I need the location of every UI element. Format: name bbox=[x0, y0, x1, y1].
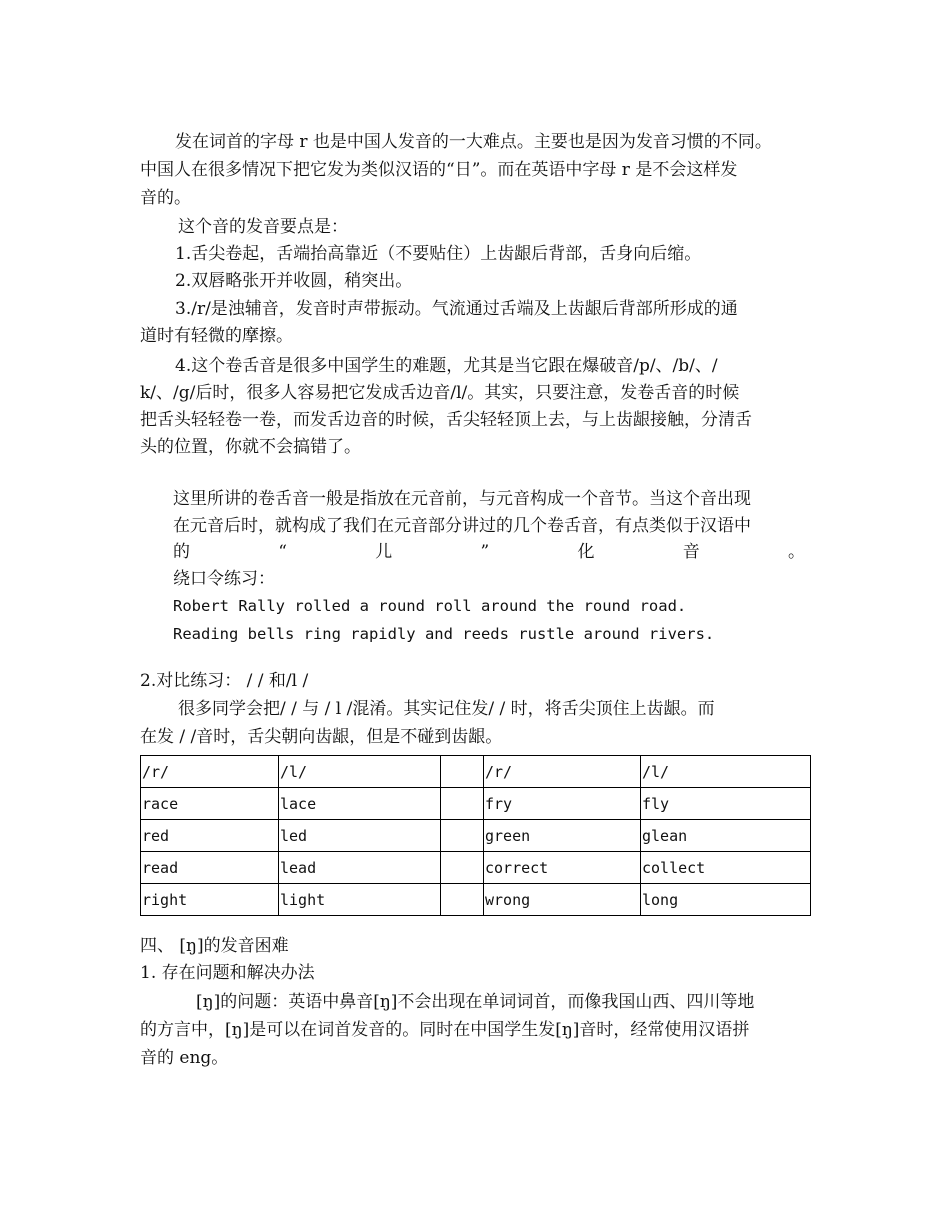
table-cell: fry bbox=[484, 788, 641, 820]
table-cell: race bbox=[141, 788, 279, 820]
table-row bbox=[141, 788, 811, 820]
table-cell: fly bbox=[641, 788, 811, 820]
table-cell: light bbox=[279, 884, 441, 916]
note-char: 音 bbox=[682, 542, 700, 562]
twister-1: Robert Rally rolled a round roll around the round road. bbox=[173, 597, 687, 615]
twister-heading: 绕口令练习： bbox=[173, 569, 275, 589]
intro-line-1: 发在词首的字母 r 也是中国人发音的一大难点。主要也是因为发音习惯的不同。 bbox=[175, 132, 772, 152]
table-cell: glean bbox=[641, 820, 811, 852]
contrast-line-1: 很多同学会把/ / 与 / l /混淆。其实记住发/ / 时，将舌尖顶住上齿龈。而 bbox=[178, 699, 715, 719]
table-cell: /r/ bbox=[141, 756, 279, 788]
contrast-heading: 2.对比练习： / / 和/l / bbox=[140, 671, 309, 691]
table-cell: /l/ bbox=[279, 756, 441, 788]
table-cell: /r/ bbox=[484, 756, 641, 788]
table-cell: collect bbox=[641, 852, 811, 884]
point-4-line-1: 4.这个卷舌音是很多中国学生的难题，尤其是当它跟在爆破音/p/、/b/、/ bbox=[175, 356, 718, 376]
note-char: 化 bbox=[577, 542, 595, 562]
point-4-line-3: 把舌头轻轻卷一卷，而发舌边音的时候，舌尖轻轻顶上去，与上齿龈接触，分清舌 bbox=[140, 410, 752, 430]
note-line-1: 这里所讲的卷舌音一般是指放在元音前，与元音构成一个音节。当这个音出现 bbox=[173, 489, 751, 509]
note-line-3 bbox=[173, 538, 805, 567]
intro-line-3: 音的。 bbox=[140, 188, 191, 208]
table-cell bbox=[441, 788, 484, 820]
table-row bbox=[141, 884, 811, 916]
twister-2: Reading bells ring rapidly and reeds rustle around rivers. bbox=[173, 625, 715, 643]
table-cell: long bbox=[641, 884, 811, 916]
table-cell bbox=[441, 852, 484, 884]
table-cell: read bbox=[141, 852, 279, 884]
table-row bbox=[141, 756, 811, 788]
table-cell: lead bbox=[279, 852, 441, 884]
section-4-line-2: 的方言中，[ŋ]是可以在词首发音的。同时在中国学生发[ŋ]音时，经常使用汉语拼 bbox=[140, 1020, 750, 1040]
table-cell bbox=[441, 884, 484, 916]
table-cell: wrong bbox=[484, 884, 641, 916]
point-4-line-2: k/、/g/后时，很多人容易把它发成舌边音/l/。其实，只要注意，发卷舌音的时候 bbox=[140, 383, 740, 403]
table-cell bbox=[441, 756, 484, 788]
note-char: 儿 bbox=[375, 542, 393, 562]
table-cell: lace bbox=[279, 788, 441, 820]
point-3-line-1: 3./r/是浊辅音，发音时声带振动。气流通过舌端及上齿龈后背部所形成的通 bbox=[175, 299, 738, 319]
table-cell: correct bbox=[484, 852, 641, 884]
note-char: “ bbox=[278, 542, 287, 562]
point-1: 1.舌尖卷起，舌端抬高靠近（不要贴住）上齿龈后背部，舌身向后缩。 bbox=[175, 244, 702, 264]
note-char: ” bbox=[480, 542, 490, 562]
table-row bbox=[141, 820, 811, 852]
intro-line-2: 中国人在很多情况下把它发为类似汉语的“日”。而在英语中字母 r 是不会这样发 bbox=[140, 160, 738, 180]
contrast-line-2: 在发 / /音时，舌尖朝向齿龈，但是不碰到齿龈。 bbox=[140, 727, 503, 747]
section-4-subheading: 1. 存在问题和解决办法 bbox=[140, 963, 315, 983]
note-line-2: 在元音后时，就构成了我们在元音部分讲过的几个卷舌音，有点类似于汉语中 bbox=[173, 516, 751, 536]
table-row bbox=[141, 852, 811, 884]
table-cell: green bbox=[484, 820, 641, 852]
note-char: 的 bbox=[173, 542, 190, 562]
point-3-line-2: 道时有轻微的摩擦。 bbox=[140, 326, 293, 346]
section-4-line-1: [ŋ]的问题：英语中鼻音[ŋ]不会出现在单词词首，而像我国山西、四川等地 bbox=[196, 992, 755, 1012]
table-cell: right bbox=[141, 884, 279, 916]
section-4-line-3: 音的 eng。 bbox=[140, 1048, 229, 1068]
contrast-table bbox=[140, 755, 811, 916]
point-2: 2.双唇略张开并收圆，稍突出。 bbox=[175, 271, 413, 291]
note-char: 。 bbox=[788, 542, 805, 562]
table-cell: led bbox=[279, 820, 441, 852]
point-4-line-4: 头的位置，你就不会搞错了。 bbox=[140, 437, 361, 457]
table-cell bbox=[441, 820, 484, 852]
table-cell: /l/ bbox=[641, 756, 811, 788]
table-cell: red bbox=[141, 820, 279, 852]
points-heading: 这个音的发音要点是： bbox=[178, 217, 348, 237]
section-4-heading: 四、 [ŋ]的发音困难 bbox=[140, 936, 289, 956]
